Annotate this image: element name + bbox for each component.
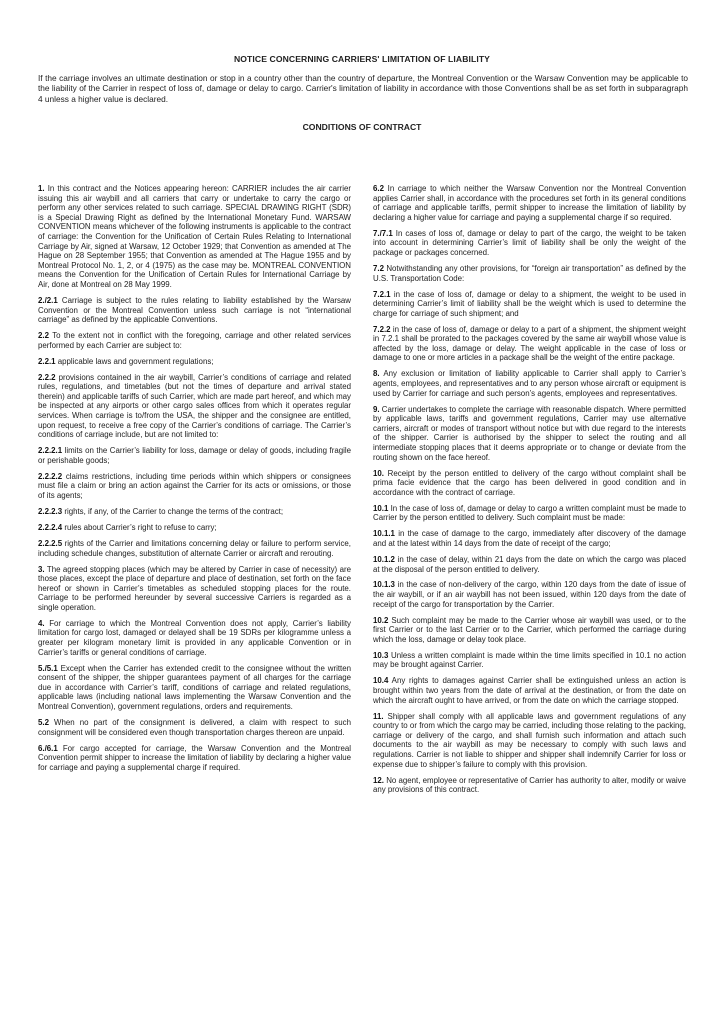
clause-paragraph xyxy=(38,446,351,465)
clause-paragraph xyxy=(38,539,351,558)
clause-text: No agent, employee or representative of Carrier has authority to alter, modify or waive any provisions of this contract. xyxy=(373,775,686,795)
clause-text: In carriage to which neither the Warsaw Convention nor the Montreal Convention applies Carrier shall, in accordance with the procedures set forth in its general conditions of carriage and applicable tariffs, permit shipper to increase the limitation of liability by declaring a higher value for carriage and paying a supplemental charge if so required. xyxy=(373,184,686,222)
clause-paragraph xyxy=(38,296,351,325)
clause-text: Unless a written complaint is made within the time limits specified in 10.1 no action may be brought against Carrier. xyxy=(373,650,686,670)
clause-number: 2.2.2.4 xyxy=(38,522,63,532)
clause-number: 2.2.2.1 xyxy=(38,446,63,456)
clause-paragraph xyxy=(38,565,351,613)
clause-text: Receipt by the person entitled to delivery of the cargo without complaint shall be prima facie evidence that the cargo has been delivered in good condition and in accordance with the contract of carriage. xyxy=(373,468,686,497)
clause-paragraph xyxy=(373,580,686,609)
clause-paragraph xyxy=(38,718,351,737)
clause-paragraph xyxy=(373,712,686,770)
clause-number: 10.1 xyxy=(373,503,389,513)
clause-number: 7.2.2 xyxy=(373,324,391,334)
clause-text: in the case of loss of, damage or delay to a part of a shipment, the shipment weight in 7.2.1 shall be prorated to the packages covered by the same air waybill whose value is affected by the loss, damage or delay. The weight applicable in the case of loss or damage to one or more articles in a package shall be the weight of the entire package. xyxy=(373,324,686,363)
clause-paragraph xyxy=(373,469,686,498)
clause-text: rights of the Carrier and limitations concerning delay or failure to perform service, including schedule changes, substitution of alternate Carrier or aircraft and rerouting. xyxy=(38,538,351,558)
clause-number: 11. xyxy=(373,711,384,721)
left-column xyxy=(38,184,351,779)
clause-text: Except when the Carrier has extended credit to the consignee without the written consent of the shipper, the shipper guarantees payment of all charges for the carriage due in accordance with Carrier’s tariff, conditions of carriage and related regulations, applicable laws (including national laws implementing the Warsaw Convention and the Montreal Convention), government regulations, orders and requirements. xyxy=(38,663,351,711)
clause-number: 10.1.2 xyxy=(373,554,395,564)
clause-number: 6.2 xyxy=(373,184,384,193)
clause-number: 3. xyxy=(38,564,45,574)
clause-number: 10.1.1 xyxy=(373,529,395,539)
clause-text: applicable laws and government regulations; xyxy=(55,356,214,366)
right-column xyxy=(373,184,686,801)
clause-paragraph xyxy=(373,504,686,523)
clause-text: In the case of loss of, damage or delay to cargo a written complaint must be made to Carrier by the person entitled to delivery. Such complaint must be made: xyxy=(373,503,686,523)
clause-number: 12. xyxy=(373,775,384,785)
clause-paragraph xyxy=(373,776,686,795)
clause-text: In cases of loss of, damage or delay to part of the cargo, the weight to be taken into account in determining Carrier’s limit of liability shall be only the weight of the package or packages concerned. xyxy=(373,228,686,257)
clause-text: To the extent not in conflict with the foregoing, carriage and other related services performed by each Carrier are subject to: xyxy=(38,331,351,350)
clause-paragraph xyxy=(373,555,686,574)
clause-text: In this contract and the Notices appearing hereon: CARRIER includes the air carrier issuing this air waybill and all carriers that carry or undertake to carry the cargo or perform any other services related to such carriage. SPECIAL DRAWING RIGHT (SDR) is a Special Drawing Right as defined by the International Monetary Fund. WARSAW CONVENTION means whichever of the following instruments is applicable to the contract of carriage: the Convention for the Unification of Certain Rules Relating to International Carriage by Air, signed at Warsaw, 12 October 1929; that Convention as amended at The Hague on 28 September 1955; that Convention as amended at The Hague 1955 and by Montreal Protocol No. 1, 2, or 4 (1975) as the case may be. MONTREAL CONVENTION means the Convention for the Unification of Certain Rules for International Carriage by Air, done at Montreal on 28 May 1999. xyxy=(38,184,351,289)
clause-paragraph xyxy=(373,229,686,258)
clause-paragraph xyxy=(373,529,686,548)
clause-number: 7.2.1 xyxy=(373,289,391,299)
clause-paragraph xyxy=(38,357,351,367)
clause-text: When no part of the consignment is delivered, a claim with respect to such consignment will be considered even though transportation charges thereon are unpaid. xyxy=(38,717,351,737)
clause-number: 7.2 xyxy=(373,263,384,273)
clause-paragraph xyxy=(373,264,686,283)
clause-number: 10.4 xyxy=(373,676,389,686)
clause-text: Carrier undertakes to complete the carriage with reasonable dispatch. Where permitted by applicable laws, tariffs and government regulations, Carrier may use alternative carriers, aircraft or modes of transport without notice but with due regard to the interests of the shipper. Carrier is authorised by the shipper to select the routing and all intermediate stopping places that it deems appropriate or to change or deviate from the routing shown on the face hereof. xyxy=(373,404,686,462)
clause-text: Any exclusion or limitation of liability applicable to Carrier shall apply to Carrier’s agents, employees, and representatives and to any person whose aircraft or equipment is used by Carrier for carriage and such person’s agents, employees and representatives. xyxy=(373,369,686,398)
clause-paragraph xyxy=(373,184,686,222)
clause-text: For cargo accepted for carriage, the Warsaw Convention and the Montreal Convention permit shipper to increase the limitation of liability by declaring a higher value for carriage and paying a supplemental charge if required. xyxy=(38,743,351,772)
clause-number: 2.2 xyxy=(38,331,49,341)
clause-paragraph xyxy=(38,472,351,501)
clause-paragraph xyxy=(38,744,351,773)
clause-text: in the case of loss of, damage or delay to a shipment, the weight to be used in determining Carrier’s limit of liability shall be the weight which is used to determine the charge for carriage of such shipment; and xyxy=(373,289,686,318)
clause-number: 2./2.1 xyxy=(38,295,58,305)
clause-number: 5./5.1 xyxy=(38,663,58,673)
clause-number: 6./6.1 xyxy=(38,743,58,753)
clause-paragraph xyxy=(38,331,351,350)
clause-paragraph xyxy=(373,651,686,670)
clause-text: claims restrictions, including time periods within which shippers or consignees must file a claim or bring an action against the Carrier for its acts or omissions, or those of its agents; xyxy=(38,471,351,500)
clause-number: 10. xyxy=(373,468,384,478)
clause-text: Carriage is subject to the rules relating to liability established by the Warsaw Convention or the Montreal Convention unless such carriage is not “international carriage” as defined by the applicable Conventions. xyxy=(38,295,351,325)
clause-paragraph xyxy=(38,373,351,440)
clause-text: provisions contained in the air waybill, Carrier’s conditions of carriage and related rules, regulations, and timetables (but not the times of departure and arrival stated therein) and applicable tariffs of such Carrier, which are made part hereof, and which may be inspected at any airports or other cargo sales offices from which it operates regular services. When carriage is to/from the USA, the shipper and the consignee are entitled, upon request, to receive a free copy of the Carrier’s conditions of carriage. The Carrier’s conditions of carriage include, but are not limited to: xyxy=(38,372,351,440)
clause-text: Such complaint may be made to the Carrier whose air waybill was used, or to the first Carrier or to the last Carrier or to the Carrier, which performed the carriage during which the loss, damage or delay took place. xyxy=(373,615,686,644)
clause-number: 2.2.2.3 xyxy=(38,506,63,516)
clause-paragraph xyxy=(373,405,686,463)
clause-paragraph xyxy=(38,664,351,712)
clause-paragraph xyxy=(38,507,351,517)
document-title: NOTICE CONCERNING CARRIERS' LIMITATION OF LIABILITY xyxy=(233,54,491,64)
clause-number: 1. xyxy=(38,184,45,193)
clause-text: Shipper shall comply with all applicable laws and government regulations of any country to or from which the cargo may be carried, including those relating to the packing, carriage or delivery of the cargo, and shall furnish such information and attach such documents to the air waybill as may be necessary to comply with such laws and regulations. Carrier is not liable to shipper and shipper shall indemnify Carrier for loss or expense due to shipper’s failure to comply with this provision. xyxy=(373,711,686,769)
clause-text: rules about Carrier’s right to refuse to carry; xyxy=(62,522,217,532)
clause-paragraph xyxy=(38,523,351,533)
clause-number: 8. xyxy=(373,369,380,379)
clause-number: 2.2.2 xyxy=(38,372,56,382)
clause-text: in the case of damage to the cargo, immediately after discovery of the damage and at the latest within 14 days from the date of receipt of the cargo; xyxy=(373,529,686,548)
clause-number: 2.2.2.5 xyxy=(38,538,63,548)
clause-number: 2.2.1 xyxy=(38,356,56,366)
clause-number: 9. xyxy=(373,404,380,414)
clause-paragraph xyxy=(373,325,686,363)
clause-paragraph xyxy=(373,290,686,319)
clause-text: For carriage to which the Montreal Convention does not apply, Carrier’s liability limitation for cargo lost, damaged or delayed shall be 19 SDRs per kilogramme unless a greater per kilogram monetary limit is provided in any applicable Convention or in Carrier’s tariffs or general conditions of carriage. xyxy=(38,618,351,657)
clause-paragraph xyxy=(373,616,686,645)
clause-number: 10.1.3 xyxy=(373,580,395,590)
clause-number: 5.2 xyxy=(38,717,49,727)
clause-number: 4. xyxy=(38,618,45,628)
clause-paragraph xyxy=(38,619,351,657)
clause-text: in the case of delay, within 21 days from the date on which the cargo was placed at the disposal of the person entitled to delivery. xyxy=(373,554,686,574)
clause-paragraph xyxy=(373,369,686,398)
clause-text: The agreed stopping places (which may be altered by Carrier in case of necessity) are those places, except the place of departure and place of destination, set forth on the face hereof or shown in Carrier’s timetables as scheduled stopping places for the route. Carriage to be performed hereunder by several successive Carriers is regarded as a single operation. xyxy=(38,564,351,612)
liability-notice: If the carriage involves an ultimate destination or stop in a country other than the country of departure, the Montreal Convention or the Warsaw Convention may be applicable to the liability of the Carrier in respect of loss of, damage or delay to cargo. Carrier's limitation of liability in accordance with those Conventions shall be as set forth in subparagraph 4 unless a higher value is declared. xyxy=(38,73,688,104)
clause-text: Notwithstanding any other provisions, for “foreign air transportation” as defined by the U.S. Transportation Code: xyxy=(373,263,686,283)
clause-number: 2.2.2.2 xyxy=(38,471,63,481)
conditions-heading: CONDITIONS OF CONTRACT xyxy=(302,122,422,132)
clause-text: in the case of non-delivery of the cargo, within 120 days from the date of issue of the air waybill, or if an air waybill has not been issued, within 120 days from the date of receipt of the cargo for transportation by the Carrier. xyxy=(373,580,686,609)
clause-text: Any rights to damages against Carrier shall be extinguished unless an action is brought within two years from the date of arrival at the destination, or from the date on which the aircraft ought to have arrived, or from the date on which the carriage stopped. xyxy=(373,676,686,705)
clause-paragraph xyxy=(38,184,351,290)
clause-text: rights, if any, of the Carrier to change the terms of the contract; xyxy=(62,506,284,516)
clause-number: 10.2 xyxy=(373,615,389,625)
clause-number: 7./7.1 xyxy=(373,228,393,238)
clause-paragraph xyxy=(373,676,686,705)
clause-number: 10.3 xyxy=(373,650,389,660)
clause-text: limits on the Carrier’s liability for loss, damage or delay of goods, including fragile or perishable goods; xyxy=(38,446,351,465)
